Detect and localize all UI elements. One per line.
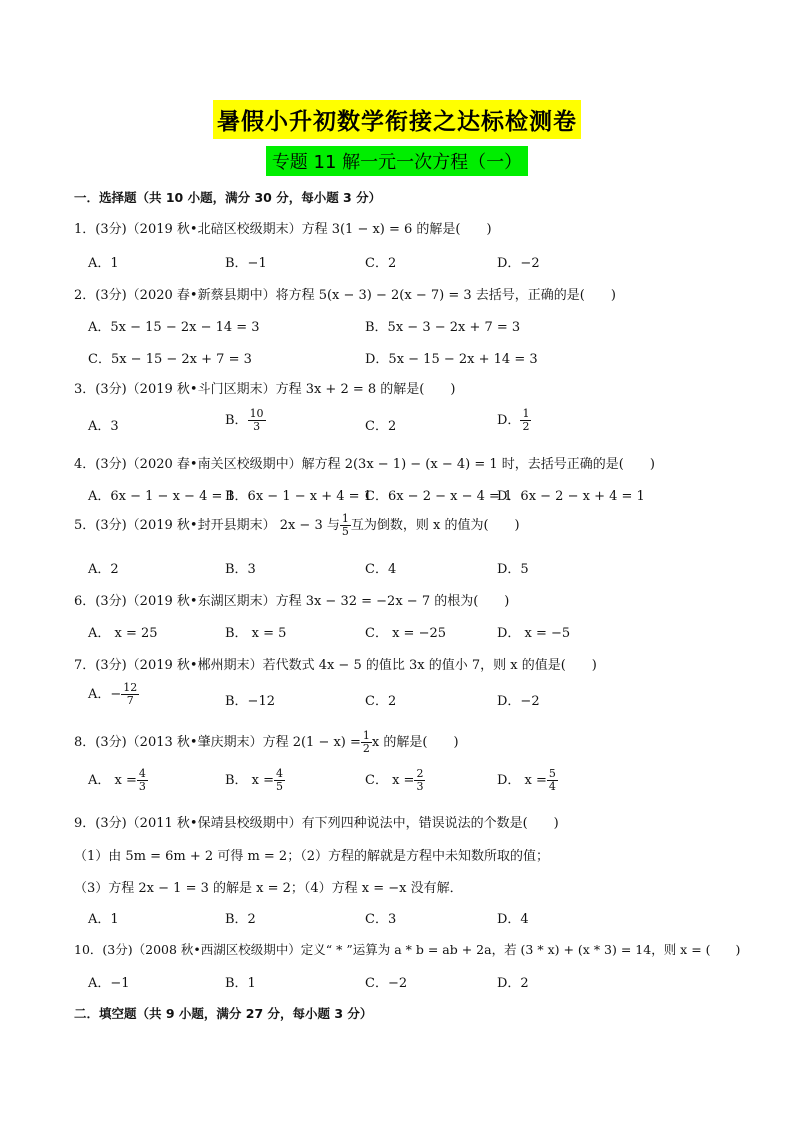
option-b: B．−1 xyxy=(225,256,267,271)
question-10-options xyxy=(88,972,768,994)
option-a: A．3 xyxy=(88,419,119,434)
option-d: D．−2 xyxy=(497,694,540,709)
option-d: D．−2 xyxy=(497,256,540,271)
option-d: D． x = $\frac{5}{4}$ xyxy=(497,767,556,794)
question-2-options-row1 xyxy=(88,316,768,338)
question-2-options-row2 xyxy=(88,348,768,370)
fraction: $\frac{2}{3}$ xyxy=(416,767,424,794)
question-3: 3．(3分)（2019 秋•斗门区期末）方程 3x + 2 = 8 的解是( ) xyxy=(74,382,456,397)
title-block xyxy=(0,100,794,139)
fraction: $\frac{1}{5}$ xyxy=(341,512,349,539)
question-8-options xyxy=(88,768,768,800)
option-a: A．1 xyxy=(88,912,119,927)
question-7-options xyxy=(88,682,768,714)
fraction: $\frac{4}{5}$ xyxy=(276,767,284,794)
question-1-options xyxy=(88,252,768,274)
question-9-statement-2: （3）方程 2x − 1 = 3 的解是 x = 2；（4）方程 x = −x 没有解． xyxy=(74,881,463,896)
question-6-options xyxy=(88,622,768,644)
option-d: D．5x − 15 − 2x + 14 = 3 xyxy=(365,352,538,367)
option-c: C． x = −25 xyxy=(365,626,447,641)
question-4-options xyxy=(88,485,768,507)
option-c: C．−2 xyxy=(365,976,408,991)
fraction: $\frac{5}{4}$ xyxy=(548,767,556,794)
option-b: B．−12 xyxy=(225,694,275,709)
option-c: C．4 xyxy=(365,562,397,577)
option-c: C．6x − 2 − x − 4 = 1 xyxy=(365,489,513,504)
option-c: C．2 xyxy=(365,256,397,271)
option-a: A．−1 xyxy=(88,976,130,991)
page-subtitle: 专题 11 解一元一次方程（一） xyxy=(266,146,528,176)
option-d: D．6x − 2 − x + 4 = 1 xyxy=(497,489,645,504)
option-b: B．2 xyxy=(225,912,256,927)
option-c: C． x = $\frac{2}{3}$ xyxy=(365,767,424,794)
fraction: $\frac{12}{7}$ xyxy=(123,681,138,708)
option-d: D． $\frac{1}{2}$ xyxy=(497,407,530,434)
question-3-options xyxy=(88,408,768,440)
option-d: D．5 xyxy=(497,562,529,577)
option-a: A．5x − 15 − 2x − 14 = 3 xyxy=(88,320,260,335)
option-c: C．2 xyxy=(365,419,397,434)
option-a: A．1 xyxy=(88,256,119,271)
option-b: B． $\frac{10}{3}$ xyxy=(225,407,264,434)
option-c: C．2 xyxy=(365,694,397,709)
option-b: B．5x − 3 − 2x + 7 = 3 xyxy=(365,320,521,335)
question-5: 5．(3分)（2019 秋•封开县期末） 2x − 3 与 $\frac{1}{5}$ 互为倒数，则 x 的值为( ) xyxy=(74,512,520,539)
option-d: D．2 xyxy=(497,976,529,991)
question-10: 10．(3分)（2008 秋•西湖区校级期中）定义“ * ”运算为 a * b = ab + 2a，若 (3 * x) + (x * 3) = 14，则 x = ( ) xyxy=(74,942,741,957)
question-8: 8．(3分)（2013 秋•肇庆期末）方程 2(1 − x) = $\frac{1}{2}$ x 的解是( ) xyxy=(74,729,459,756)
option-d: D． x = −5 xyxy=(497,626,571,641)
option-a: A．2 xyxy=(88,562,119,577)
section-choice-heading: 一．选择题（共 10 小题，满分 30 分，每小题 3 分） xyxy=(74,190,382,205)
question-9-options xyxy=(88,908,768,930)
section-fill-heading: 二．填空题（共 9 小题，满分 27 分，每小题 3 分） xyxy=(74,1006,373,1021)
question-5-options xyxy=(88,558,768,580)
question-4: 4．(3分)（2020 春•南关区校级期中）解方程 2(3x − 1) − (x − 4) = 1 时，去括号正确的是( ) xyxy=(74,457,655,472)
question-2: 2．(3分)（2020 春•新蔡县期中）将方程 5(x − 3) − 2(x − 7) = 3 去括号，正确的是( ) xyxy=(74,288,616,303)
option-c: C．5x − 15 − 2x + 7 = 3 xyxy=(88,352,252,367)
question-6: 6．(3分)（2019 秋•东湖区期末）方程 3x − 32 = −2x − 7 的根为( ) xyxy=(74,594,510,609)
option-c: C．3 xyxy=(365,912,397,927)
option-b: B．3 xyxy=(225,562,256,577)
option-b: B． x = $\frac{4}{5}$ xyxy=(225,767,284,794)
fraction: $\frac{1}{2}$ xyxy=(522,407,530,434)
question-9: 9．(3分)（2011 秋•保靖县校级期中）有下列四种说法中，错误说法的个数是( ) xyxy=(74,816,559,831)
page-title: 暑假小升初数学衔接之达标检测卷 xyxy=(213,100,581,139)
option-a: A．6x − 1 − x − 4 = 1 xyxy=(88,489,235,504)
option-d: D．4 xyxy=(497,912,529,927)
option-b: B．6x − 1 − x + 4 = 1 xyxy=(225,489,372,504)
option-b: B．1 xyxy=(225,976,256,991)
option-a: A． x = 25 xyxy=(88,626,158,641)
fraction: $\frac{1}{2}$ xyxy=(362,729,370,756)
option-a: A．− $\frac{12}{7}$ xyxy=(88,681,138,708)
option-b: B． x = 5 xyxy=(225,626,287,641)
fraction: $\frac{10}{3}$ xyxy=(249,407,264,434)
question-1: 1．(3分)（2019 秋•北碚区校级期末）方程 3(1 − x) = 6 的解是( ) xyxy=(74,222,492,237)
question-9-statement-1: （1）由 5m = 6m + 2 可得 m = 2；（2）方程的解就是方程中未知数所取的值； xyxy=(74,849,549,864)
question-7: 7．(3分)（2019 秋•郴州期末）若代数式 4x − 5 的值比 3x 的值小 7，则 x 的值是( ) xyxy=(74,658,597,673)
option-a: A． x = $\frac{4}{3}$ xyxy=(88,767,146,794)
subtitle-block xyxy=(0,146,794,176)
fraction: $\frac{4}{3}$ xyxy=(138,767,146,794)
